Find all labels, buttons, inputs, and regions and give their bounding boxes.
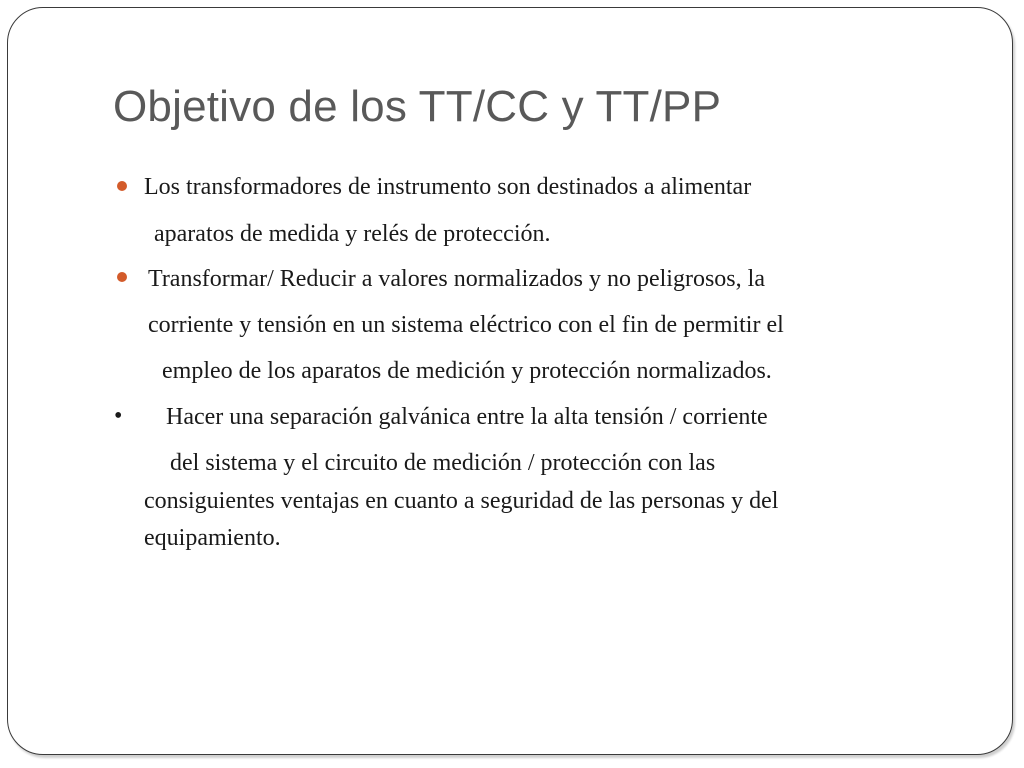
bullet-2-line-1: Transformar/ Reducir a valores normalizados y no peligrosos, la bbox=[148, 266, 765, 292]
bullet-dot-icon bbox=[117, 181, 127, 191]
bullet-3-line-4: equipamiento. bbox=[144, 525, 281, 551]
bullet-2-line-2: corriente y tensión en un sistema eléctrico con el fin de permitir el bbox=[148, 312, 784, 338]
bullet-2-line-3: empleo de los aparatos de medición y protección normalizados. bbox=[162, 358, 772, 384]
bullet-1-line-1: Los transformadores de instrumento son destinados a alimentar bbox=[144, 174, 752, 200]
bullet-1-line-2: aparatos de medida y relés de protección. bbox=[154, 221, 551, 247]
bullet-char: • bbox=[114, 403, 123, 429]
bullet-3-line-2: del sistema y el circuito de medición / protección con las bbox=[170, 450, 716, 476]
bullet-3-line-1: Hacer una separación galvánica entre la alta tensión / corriente bbox=[166, 404, 768, 430]
slide-title: Objetivo de los TT/CC y TT/PP bbox=[113, 82, 722, 131]
bullet-dot-icon bbox=[117, 272, 127, 282]
bullet-3-line-3: consiguientes ventajas en cuanto a seguridad de las personas y del bbox=[144, 488, 779, 514]
